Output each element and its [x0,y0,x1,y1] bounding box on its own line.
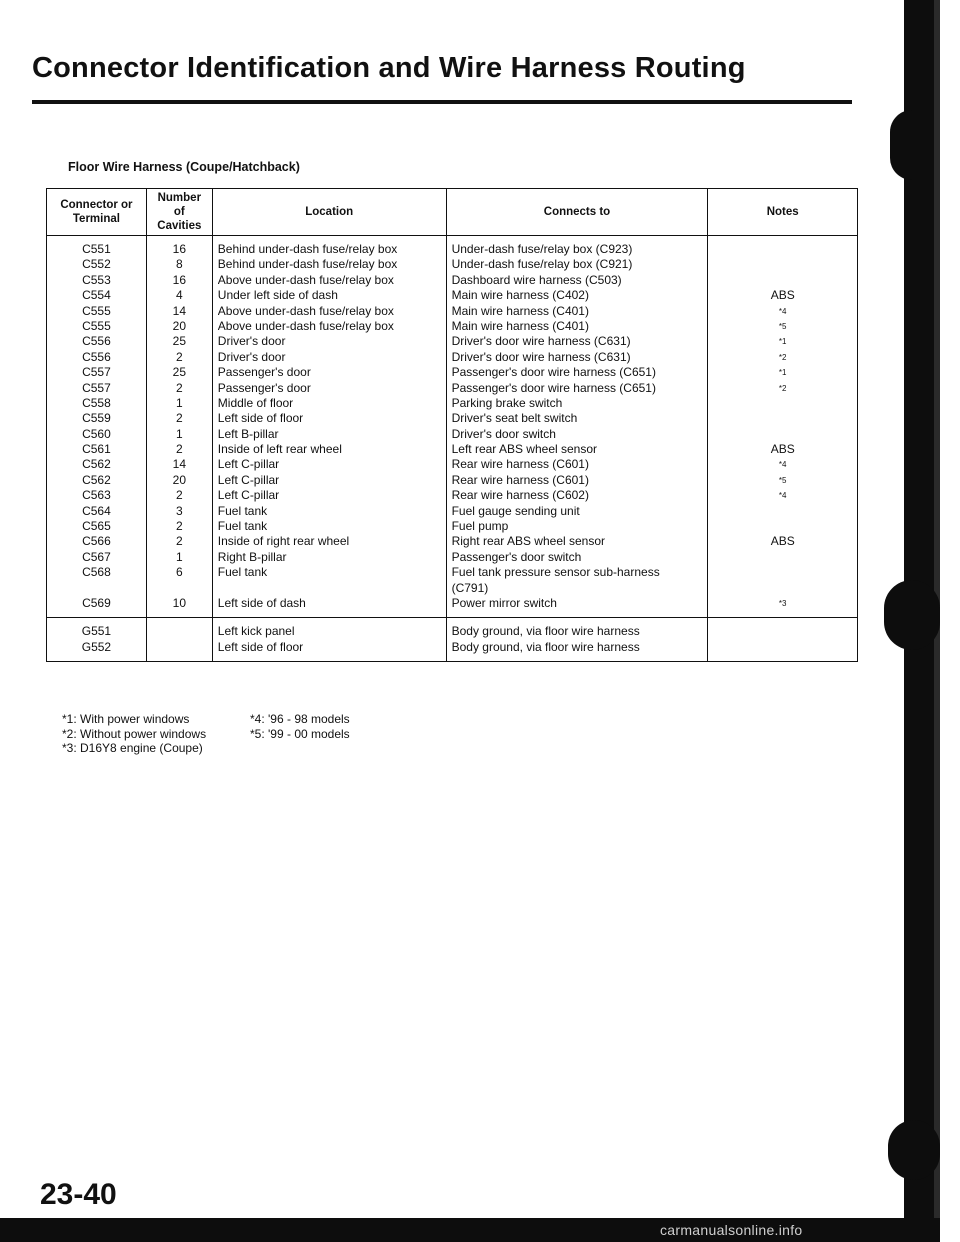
title-rule [32,100,852,104]
cell-value: *4 [778,491,787,501]
footnote: *1: With power windows [62,712,190,726]
cell-value [709,581,856,596]
location-cell [212,236,446,618]
cell-value: C556 [82,349,111,364]
table-group [47,618,858,662]
cell-value [709,504,856,519]
cell-value: Behind under-dash fuse/relay box [217,242,398,256]
cell-value: Left side of dash [217,595,306,610]
cell-value: Passenger's door switch [451,549,582,564]
cell-value: G552 [81,639,112,654]
cell-value: 16 [172,272,186,287]
table-group [47,236,858,618]
cell-value: C553 [82,272,111,287]
cell-value: *5 [778,321,787,331]
cell-value: 2 [175,534,183,549]
cell-value: *1 [778,368,787,378]
cell-value: 2 [175,380,183,395]
notes-cell [708,618,858,662]
cell-value: Left C-pillar [217,488,280,503]
cell-value: 1 [175,395,183,410]
cell-value: 25 [172,365,186,380]
connects-to-cell [446,618,708,662]
cell-value: 20 [172,472,186,487]
cell-value: *1 [778,337,787,347]
cell-value: Driver's seat belt switch [451,411,578,426]
cell-value: Left C-pillar [217,472,280,487]
cell-value: Passenger's door [217,365,311,380]
cell-value: Fuel tank pressure sensor sub-harness [451,565,660,580]
cell-value: Under-dash fuse/relay box (C923) [451,242,633,256]
cell-value: Left B-pillar [217,426,279,441]
footnote: *5: '99 - 00 models [250,726,350,741]
cell-value [709,273,856,288]
cell-value: 20 [172,318,186,333]
cell-value: 6 [175,565,183,580]
footnotes-right [250,712,350,741]
footnotes-left [62,712,206,756]
cell-value: C557 [82,365,111,380]
cell-value: *2 [778,383,787,393]
cell-value: ABS [770,534,795,549]
cell-value: 1 [175,549,183,564]
cell-value: C556 [82,334,111,349]
cell-value: Passenger's door wire harness (C651) [451,380,656,395]
cell-value: (C791) [451,580,489,595]
cell-value: Fuel gauge sending unit [451,503,580,518]
cell-value: Main wire harness (C401) [451,303,589,318]
cell-value [709,550,856,565]
header-cavities: Number of Cavities [146,189,212,236]
table-row [47,236,858,618]
header-notes: Notes [708,189,858,236]
section-tab [884,580,940,650]
cell-value: 1 [175,426,183,441]
cell-value: Inside of right rear wheel [217,534,350,549]
cell-value: 14 [172,457,186,472]
cell-value: Driver's door switch [451,426,556,441]
cell-value [218,581,445,596]
cell-value: *5 [778,475,787,485]
header-row [47,189,858,236]
cell-value: C559 [82,411,111,426]
cell-value: C562 [82,472,111,487]
cell-value: Left side of floor [217,411,304,426]
cell-value [148,581,211,596]
cell-value [709,519,856,534]
cell-value: Rear wire harness (C601) [451,472,589,487]
cell-value: C565 [82,519,111,534]
cell-value: *4 [778,460,787,470]
cell-value: Right B-pillar [217,549,287,564]
cell-value: Above under-dash fuse/relay box [217,272,394,287]
cell-value: Body ground, via floor wire harness [451,639,640,654]
cell-value: Main wire harness (C401) [451,318,589,333]
cell-value: C560 [82,426,111,441]
cell-value: Right rear ABS wheel sensor [451,534,606,549]
footnote: *2: Without power windows [62,726,207,741]
cell-value: 25 [172,334,186,349]
cell-value: *4 [778,306,787,316]
cell-value: 10 [172,595,186,610]
cell-value: Behind under-dash fuse/relay box [217,257,398,272]
page-number: 23-40 [40,1178,117,1211]
cell-value: Under-dash fuse/relay box (C921) [451,257,633,272]
cell-value: C567 [82,549,111,564]
cell-value: C555 [82,303,111,318]
cell-value: Inside of left rear wheel [217,442,342,457]
cell-value: C562 [82,457,111,472]
cell-value: *3 [778,598,787,608]
cell-value: Left rear ABS wheel sensor [451,442,598,457]
cell-value: C557 [82,380,111,395]
connector-cell [47,618,147,662]
cell-value: Power mirror switch [451,595,557,610]
cell-value: 4 [175,288,183,303]
footnote: *3: D16Y8 engine (Coupe) [62,741,203,755]
cell-value [709,624,856,639]
section-tab [890,110,930,180]
cell-value: Rear wire harness (C601) [451,457,589,472]
cell-value [709,640,856,655]
cell-value: C555 [82,318,111,333]
notes-cell [708,236,858,618]
connects-to-cell [446,236,708,618]
cell-value: C568 [82,565,111,580]
cell-value: Driver's door [217,349,286,364]
header-location: Location [212,189,446,236]
cell-value: C552 [82,257,111,272]
footnote: *4: '96 - 98 models [250,712,350,726]
cell-value: Passenger's door [217,380,311,395]
cell-value [48,581,145,596]
cell-value: C564 [82,503,111,518]
location-cell [212,618,446,662]
cavities-cell [146,236,212,618]
cavities-cell [146,618,212,662]
cell-value: 16 [172,242,186,256]
cell-value: Driver's door wire harness (C631) [451,334,631,349]
cell-value: 2 [175,519,183,534]
cell-value: Left side of floor [217,639,304,654]
cell-value: G551 [81,624,112,639]
cell-value [709,565,856,580]
cell-value: Fuel tank [217,503,268,518]
cell-value: C566 [82,534,111,549]
connector-cell [47,236,147,618]
cell-value: C558 [82,395,111,410]
cell-value: ABS [770,442,795,457]
cell-value: Passenger's door wire harness (C651) [451,365,656,380]
cell-value: 2 [175,349,183,364]
cell-value: Driver's door wire harness (C631) [451,349,631,364]
cell-value [148,624,211,639]
cell-value: 8 [175,257,183,272]
cell-value: 2 [175,488,183,503]
header-connects-to: Connects to [446,189,708,236]
cell-value: Dashboard wire harness (C503) [451,272,622,287]
cell-value [709,242,856,257]
section-tab [888,1120,940,1180]
watermark: carmanualsonline.info [660,1222,803,1238]
table-caption: Floor Wire Harness (Coupe/Hatchback) [68,160,300,174]
cell-value: Body ground, via floor wire harness [451,624,640,639]
cell-value: *2 [778,352,787,362]
cell-value: Above under-dash fuse/relay box [217,318,394,333]
connector-table [46,188,858,662]
cell-value: C569 [82,595,111,610]
cell-value: Main wire harness (C402) [451,288,589,303]
cell-value: Left kick panel [217,624,295,639]
cell-value: C551 [82,242,111,256]
cell-value: Under left side of dash [217,288,338,303]
cell-value [709,427,856,442]
cell-value: Rear wire harness (C602) [451,488,589,503]
cell-value [709,411,856,426]
cell-value: 2 [175,411,183,426]
cell-value: C554 [82,288,111,303]
cell-value: Left C-pillar [217,457,280,472]
cell-value: Fuel tank [217,565,268,580]
cell-value: Parking brake switch [451,395,563,410]
table-row [47,618,858,662]
cell-value: 14 [172,303,186,318]
cell-value [709,257,856,272]
cell-value: C561 [82,442,111,457]
cell-value: ABS [770,288,795,303]
cell-value: Above under-dash fuse/relay box [217,303,394,318]
header-connector: Connector or Terminal [47,189,147,236]
cell-value: Fuel pump [451,519,509,534]
cell-value [148,640,211,655]
cell-value: 3 [175,503,183,518]
cell-value: Middle of floor [217,395,294,410]
page-title: Connector Identification and Wire Harness Routing [32,52,746,84]
cell-value [709,396,856,411]
cell-value: Fuel tank [217,519,268,534]
cell-value: 2 [175,442,183,457]
cell-value: Driver's door [217,334,286,349]
cell-value: C563 [82,488,111,503]
